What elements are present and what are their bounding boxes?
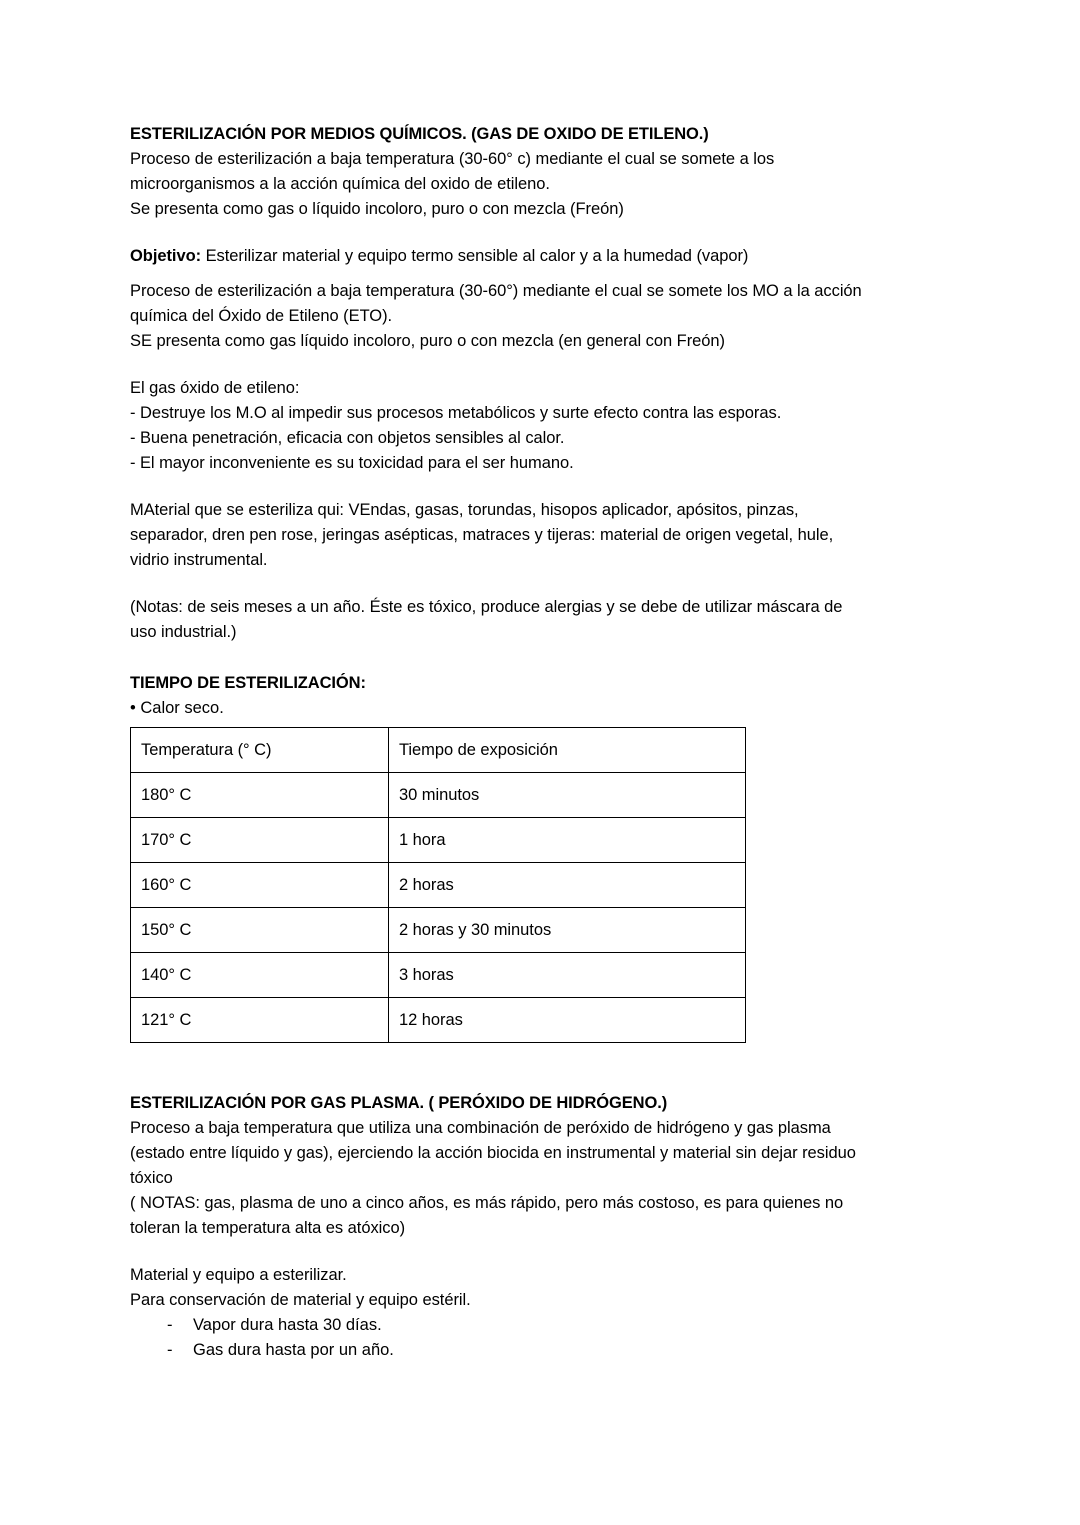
objetivo-label: Objetivo: — [130, 247, 202, 265]
paragraph-gap — [130, 269, 950, 279]
paragraph-gap — [130, 1241, 950, 1263]
section-gas-plasma — [130, 1091, 950, 1363]
gas-point: - Destruye los M.O al impedir sus procesos metabólicos y surte efecto contra las esporas. — [130, 404, 782, 422]
closing-line-2: Para conservación de material y equipo estéril. — [130, 1291, 471, 1309]
table-cell-temperature: 140° C — [131, 953, 389, 998]
table-header-cell: Tiempo de exposición — [389, 728, 746, 773]
table-cell-temperature: 160° C — [131, 863, 389, 908]
table-header-row — [131, 728, 746, 773]
closing-line-1: Material y equipo a esterilizar. — [130, 1266, 347, 1284]
repeat-line-2: química del Óxido de Etileno (ETO). — [130, 307, 393, 325]
table-cell-temperature: 170° C — [131, 818, 389, 863]
dash-marker-icon: - — [167, 1341, 173, 1359]
section-heading-tiempo: TIEMPO DE ESTERILIZACIÓN: — [130, 674, 366, 692]
section-gap — [130, 1043, 950, 1091]
list-item — [130, 1313, 950, 1338]
paragraph-gap — [130, 354, 950, 376]
section-gap — [130, 645, 950, 671]
gas-plasma-notes-line-1: ( NOTAS: gas, plasma de uno a cinco años, es más rápido, pero más costoso, es para quienes no — [130, 1194, 844, 1212]
table-row — [131, 998, 746, 1043]
paragraph-gap — [130, 222, 950, 244]
table-cell-exposure-time: 12 horas — [389, 998, 746, 1043]
notes-line-1: (Notas: de seis meses a un año. Éste es tóxico, produce alergias y se debe de utilizar máscara de — [130, 598, 843, 616]
gas-point: - Buena penetración, eficacia con objetos sensibles al calor. — [130, 429, 565, 447]
table-row — [131, 908, 746, 953]
paragraph-gap — [130, 573, 950, 595]
objetivo-text: Esterilizar material y equipo termo sensible al calor y a la humedad (vapor) — [201, 247, 749, 265]
sterilization-time-table — [130, 727, 746, 1043]
list-item-label: Gas dura hasta por un año. — [193, 1341, 394, 1359]
list-item-label: Vapor dura hasta 30 días. — [193, 1316, 382, 1334]
intro-line-3: Se presenta como gas o líquido incoloro, puro o con mezcla (Freón) — [130, 200, 624, 218]
repeat-line-3: SE presenta como gas líquido incoloro, puro o con mezcla (en general con Freón) — [130, 332, 725, 350]
table-cell-exposure-time: 2 horas y 30 minutos — [389, 908, 746, 953]
notes-line-2: uso industrial.) — [130, 623, 237, 641]
document-body — [130, 122, 950, 1363]
section-heading-oxido-etileno: ESTERILIZACIÓN POR MEDIOS QUÍMICOS. (GAS DE OXIDO DE ETILENO.) — [130, 125, 709, 143]
table-cell-temperature: 121° C — [131, 998, 389, 1043]
table-row — [131, 953, 746, 998]
table-cell-temperature: 150° C — [131, 908, 389, 953]
gas-plasma-desc-line-3: tóxico — [130, 1169, 173, 1187]
table-wrapper — [130, 727, 950, 1043]
table-cell-exposure-time: 1 hora — [389, 818, 746, 863]
intro-line-2: microorganismos a la acción química del oxido de etileno. — [130, 175, 550, 193]
table-cell-exposure-time: 3 horas — [389, 953, 746, 998]
section-heading-gas-plasma: ESTERILIZACIÓN POR GAS PLASMA. ( PERÓXIDO DE HIDRÓGENO.) — [130, 1094, 668, 1112]
section-oxido-etileno — [130, 122, 950, 645]
gas-point: - El mayor inconveniente es su toxicidad para el ser humano. — [130, 454, 574, 472]
repeat-line-1: Proceso de esterilización a baja temperatura (30-60°) mediante el cual se somete los MO a la acción — [130, 282, 862, 300]
gas-intro-line: El gas óxido de etileno: — [130, 379, 300, 397]
material-line-2: separador, dren pen rose, jeringas asépticas, matraces y tijeras: material de origen vegetal, hule, — [130, 526, 834, 544]
material-line-3: vidrio instrumental. — [130, 551, 268, 569]
gas-plasma-desc-line-2: (estado entre líquido y gas), ejerciendo la acción biocida en instrumental y material sin dejar residuo — [130, 1144, 856, 1162]
table-cell-temperature: 180° C — [131, 773, 389, 818]
table-header-cell: Temperatura (° C) — [131, 728, 389, 773]
gas-plasma-notes-line-2: toleran la temperatura alta es atóxico) — [130, 1219, 406, 1237]
table-row — [131, 818, 746, 863]
table-cell-exposure-time: 2 horas — [389, 863, 746, 908]
dash-marker-icon: - — [167, 1316, 173, 1334]
section-tiempo-esterilizacion — [130, 671, 950, 1043]
table-row — [131, 773, 746, 818]
gas-plasma-desc-line-1: Proceso a baja temperatura que utiliza una combinación de peróxido de hidrógeno y gas plasma — [130, 1119, 831, 1137]
table-row — [131, 863, 746, 908]
intro-line-1: Proceso de esterilización a baja temperatura (30-60° c) mediante el cual se somete a los — [130, 150, 775, 168]
paragraph-gap — [130, 476, 950, 498]
material-line-1: MAterial que se esteriliza qui: VEndas, gasas, torundas, hisopos aplicador, apósitos, pinzas, — [130, 501, 799, 519]
list-item — [130, 1338, 950, 1363]
objetivo-paragraph — [130, 244, 950, 269]
bullet-item-calor-seco: • Calor seco. — [130, 699, 224, 717]
conservation-dash-list — [130, 1313, 950, 1363]
table-cell-exposure-time: 30 minutos — [389, 773, 746, 818]
